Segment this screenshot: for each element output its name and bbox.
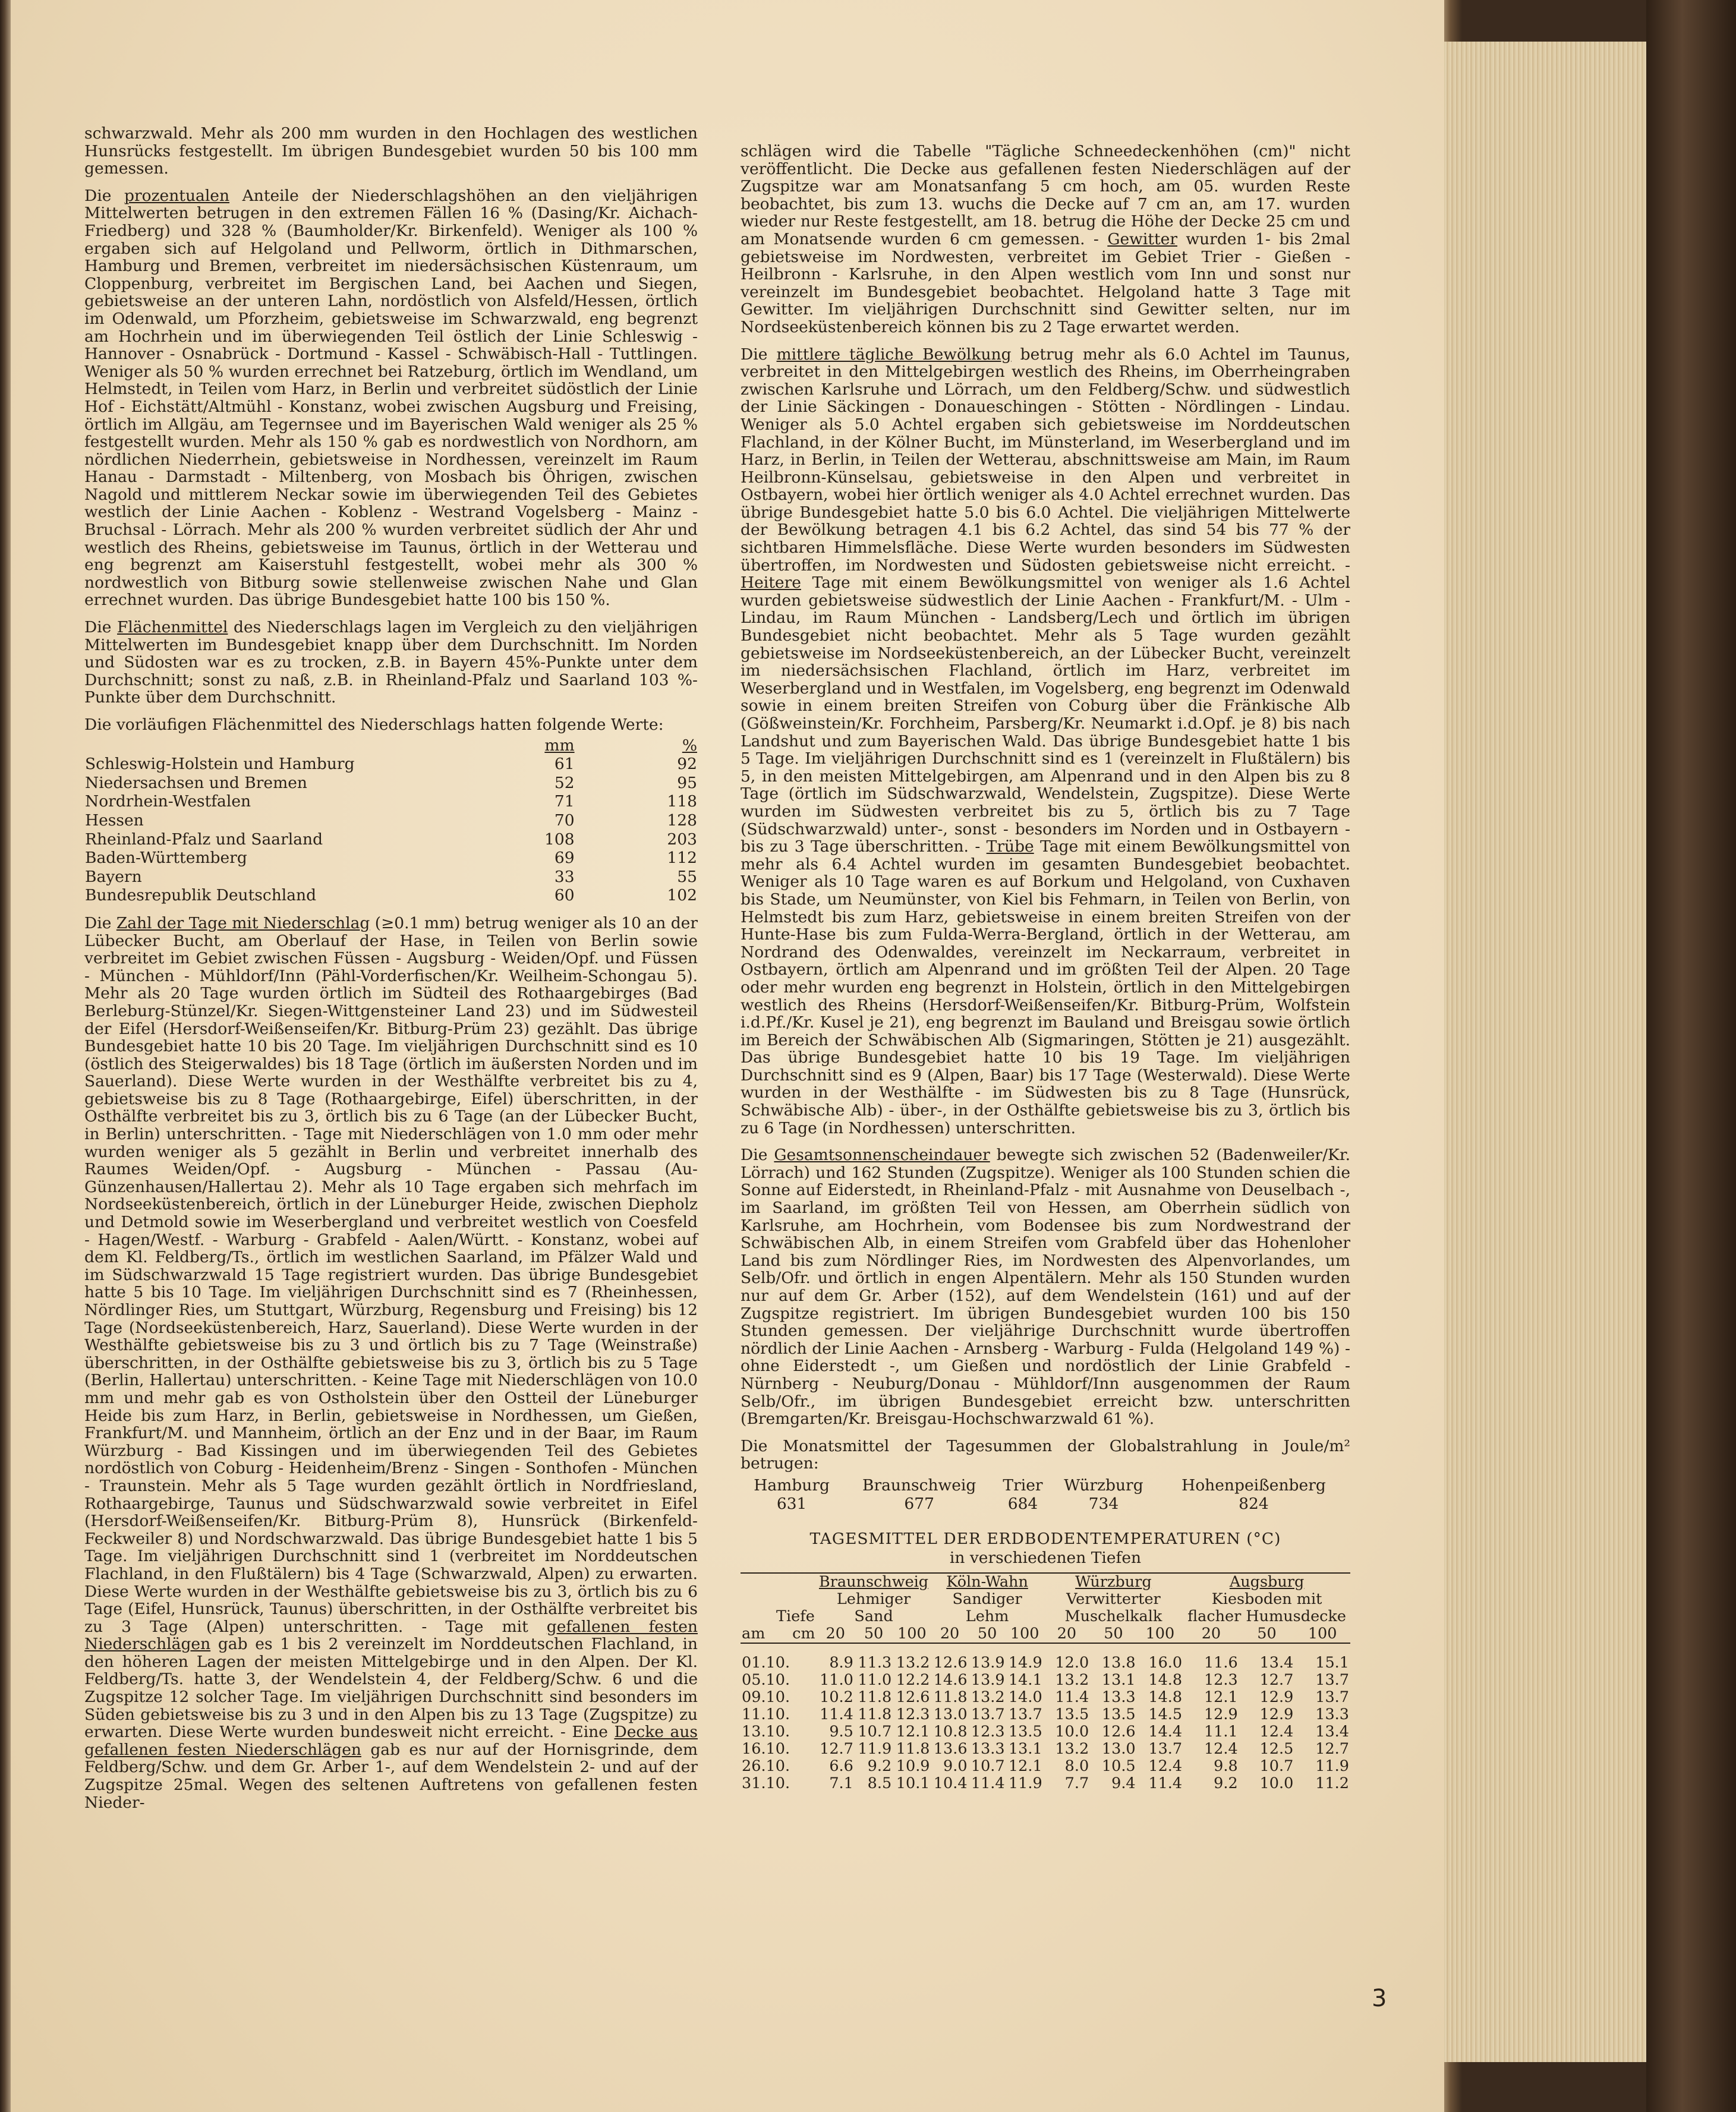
term-gewitter: Gewitter: [1107, 229, 1177, 248]
temperature-cell: 13.7: [1315, 1688, 1349, 1706]
term-zahl-der-tage: Zahl der Tage mit Niederschlag: [116, 913, 370, 932]
soil-temperature-rows: [741, 1643, 1350, 1792]
temperature-cell: 11.0: [820, 1670, 853, 1689]
date-cell: 13.10.: [742, 1722, 790, 1741]
temperature-cell: 8.5: [867, 1774, 892, 1792]
temperature-cell: 13.3: [1315, 1705, 1349, 1723]
temperature-cell: 13.9: [971, 1670, 1005, 1689]
paragraph-sonnenschein: Die Gesamtsonnenscheindauer bewegte sich zwischen 52 (Badenweiler/Kr. Lörrach) und 162 Stunden (Zugspitze). Weniger als 100 Stunden schien die Sonne auf Eiderstedt, in Rheinland-Pfalz - mit Ausnahme von Deuselbach -, im Saarland, im größten Teil von Hessen, am Oberrhein südlich von Karlsruhe, am Hochrhein, vom Bodensee bis zum Nordwestrand der Schwäbischen Alb, in einem Streifen vom Grabfeld über das Hohenloher Land bis zum Nördlinger Ries, im Nordwesten des Alpenvorlandes, um Selb/Ofr. und örtlich in engen Alpentälern. Mehr als 150 Stunden wurden nur auf dem Gr. Arber (152), auf dem Wendelstein (161) und auf der Zugspitze registriert. Im übrigen Bundesgebiet wurden 100 bis 150 Stunden gemessen. Der vieljährige Durchschnitt wurde übertroffen nördlich der Linie Aachen - Arnsberg - Warburg - Fulda (Helgoland 149 %) - ohne Eiderstedt -, um Gießen und nordöstlich der Linie Grabfeld - Nürnberg - Neuburg/Donau - Mühldorf/Inn ausgenommen der Raum Selb/Ofr., im übrigen Bundesgebiet erreicht bzw. unterschritten (Bremgarten/Kr. Breisgau-Hochschwarzwald 61 %).: [741, 1146, 1350, 1429]
temperature-cell: 13.8: [1101, 1653, 1136, 1672]
temperature-cell: 7.1: [829, 1774, 853, 1792]
temperature-cell: 14.8: [1148, 1688, 1183, 1706]
date-cell: 11.10.: [742, 1705, 790, 1723]
paragraph-vorlaeufige-werte: Die vorläufigen Flächenmittel des Niederschlags hatten folgende Werte:: [84, 715, 664, 734]
table-row: Schleswig-Holstein und Hamburg 61 92: [85, 755, 697, 774]
temperature-cell: 13.5: [1008, 1722, 1042, 1741]
table-row: [741, 1672, 1350, 1689]
table-row: [741, 1643, 1350, 1672]
date-cell: 31.10.: [742, 1774, 790, 1792]
paragraph-schneedecke-gewitter: schlägen wird die Tabelle "Tägliche Schneedeckenhöhen (cm)" nicht veröffentlicht. Die Decke aus gefallenen festen Niederschlägen auf der Zugspitze war am Monatsanfang 5 cm hoch, am 05. wurden Reste beobachtet, bis zum 13. wuchs die Decke auf 7 cm an, am 17. wurden wieder nur Reste festgestellt, am 18. betrug die Höhe der Decke 25 cm und am Monatsende wurden 6 cm gemessen. - Gewitter wurden 1- bis 2mal gebietsweise im Nordwesten, verbreitet im Gebiet Trier - Gießen - Heilbronn - Karlsruhe, in den Alpen westlich vom Inn und sonst nur vereinzelt im Bundesgebiet beobachtet. Helgoland hatte 3 Tage mit Gewitter. Im vieljährigen Durchschnitt sind Gewitter selten, nur im Nordseeküstenbereich können bis zu 2 Tage erwartet werden.: [741, 142, 1350, 336]
temperature-cell: 13.2: [1055, 1739, 1089, 1758]
page-edges: [1444, 42, 1650, 2062]
temperature-cell: 12.9: [1203, 1705, 1238, 1723]
depth-header-row: am cm 20 50 100 20 50 100 20 50 100 20 50 100: [741, 1625, 1350, 1643]
table-row: [741, 1758, 1350, 1775]
term-truebe: Trübe: [986, 837, 1034, 856]
temperature-cell: 10.1: [896, 1774, 930, 1792]
temperature-cell: 11.6: [1203, 1653, 1238, 1672]
temperature-cell: 9.8: [1214, 1757, 1238, 1775]
right-column: [741, 143, 1350, 1792]
date-cell: 01.10.: [742, 1653, 790, 1672]
table-row: [741, 1706, 1350, 1723]
station-koeln-wahn: Köln-Wahn: [946, 1572, 1028, 1591]
temperature-cell: 13.5: [1055, 1705, 1089, 1723]
table-row: 631 677 684 734 824: [776, 1494, 1269, 1513]
temperature-cell: 10.0: [1055, 1722, 1089, 1741]
temperature-cell: 12.3: [1203, 1670, 1238, 1689]
temperature-cell: 14.5: [1148, 1705, 1183, 1723]
temperature-cell: 11.4: [820, 1705, 853, 1723]
temperature-cell: 12.7: [1315, 1739, 1349, 1758]
table-row: Hessen 70 128: [85, 811, 697, 830]
temperature-cell: 13.2: [1055, 1670, 1089, 1689]
temperature-cell: 13.9: [971, 1653, 1005, 1672]
temperature-cell: 10.7: [858, 1722, 892, 1741]
temperature-cell: 8.9: [829, 1653, 853, 1672]
temperature-cell: 12.3: [896, 1705, 930, 1723]
term-prozentualen: prozentualen: [124, 186, 230, 205]
temperature-cell: 11.4: [1055, 1688, 1089, 1706]
paragraph-hochlagen: schwarzwald. Mehr als 200 mm wurden in den Hochlagen des westlichen Hunsrücks festgestellt. Im übrigen Bundesgebiet wurden 50 bis 100 mm gemessen.: [84, 124, 698, 178]
date-cell: 05.10.: [742, 1670, 790, 1689]
date-cell: 09.10.: [742, 1688, 790, 1706]
table-row: Rheinland-Pfalz und Saarland 108 203: [85, 830, 697, 849]
temperature-cell: 11.0: [858, 1670, 892, 1689]
soil-temperature-table: [741, 1572, 1350, 1792]
table-row: [741, 1723, 1350, 1741]
temperature-cell: 11.8: [933, 1688, 968, 1706]
temperature-cell: 11.2: [1315, 1774, 1349, 1792]
temperature-cell: 10.0: [1259, 1774, 1294, 1792]
paragraph-prozentuale-anteile: Die prozentualen Anteile der Niederschlagshöhen an den vieljährigen Mittelwerten betrugen in den extremen Fällen 16 % (Dasing/Kr. Aichach-Friedberg) und 328 % (Baumholder/Kr. Birkenfeld). Weniger als 100 % ergaben sich auf Helgoland und Pellworm, örtlich in Dithmarschen, Hamburg und Bremen, verbreitet im niedersächsischen Küstenraum, um Cloppenburg, verbreitet im Bergischen Land, bei Aachen und Siegen, gebietsweise an der unteren Lahn, nordöstlich von Alsfeld/Hessen, örtlich im Odenwald, um Pforzheim, gebietsweise im Schwarzwald, eng begrenzt am Hochrhein und im überwiegenden Teil östlich der Linie Schleswig - Hannover - Osnabrück - Dortmund - Kassel - Schwäbisch-Hall - Tuttlingen. Weniger als 50 % wurden errechnet bei Ratzeburg, örtlich im Wendland, um Helmstedt, in Teilen vom Harz, in Berlin und verbreitet südöstlich der Linie Hof - Eichstätt/Altmühl - Konstanz, wobei zwischen Augsburg und Freising, örtlich im Allgäu, am Tegernsee und im Bayerischen Wald weniger als 25 % festgestellt wurden. Mehr als 150 % gab es nordwestlich von Nordhorn, am nördlichen Niederrhein, gebietsweise in Nordhessen, vereinzelt im Raum Hanau - Darmstadt - Miltenberg, von Mosbach bis Öhrigen, zwischen Nagold und mittlerem Neckar sowie im überwiegenden Teil des Gebietes westlich der Linie Aachen - Koblenz - Westrand Vogelsberg - Mainz - Bruchsal - Lörrach. Mehr als 200 % wurden verbreitet südlich der Ahr und westlich des Rheins, gebietsweise im Taunus, örtlich in der Wetterau und eng begrenzt am Kaiserstuhl festgestellt, wobei mehr als 300 % nordwestlich von Bitburg sowie stellenweise zwischen Nahe und Glan errechnet wurden. Das übrige Bundesgebiet hatte 100 bis 150 %.: [84, 186, 698, 610]
temperature-cell: 11.4: [971, 1774, 1005, 1792]
term-gesamtsonnenscheindauer: Gesamtsonnenscheindauer: [774, 1146, 990, 1165]
temperature-cell: 13.6: [933, 1739, 968, 1758]
temperature-cell: 9.2: [867, 1757, 892, 1775]
page-number: 3: [1372, 1985, 1387, 2012]
temperature-cell: 14.6: [933, 1670, 968, 1689]
paragraph-niederschlagstage: Die Zahl der Tage mit Niederschlag (≥0.1 mm) betrug weniger als 10 an der Lübecker Bucht, am Oberlauf der Hase, in Teilen von Berlin sowie verbreitet im Gebiet zwischen Füssen - Augsburg - Weiden/Opf. und Füssen - München - Mühldorf/Inn (Pähl-Vorderfischen/Kr. Weilheim-Schongau 5). Mehr als 20 Tage wurden örtlich im Südteil des Rothaargebirges (Bad Berleburg-Stünzel/Kr. Siegen-Wittgensteiner Land 23) und im Südwesteil der Eifel (Hersdorf-Weißenseifen/Kr. Bitburg-Prüm 23) gezählt. Das übrige Bundesgebiet hatte 10 bis 20 Tage. Im vieljährigen Durchschnitt sind es 10 (östlich des Steigerwaldes) bis 18 Tage (örtlich im äußersten Norden und im Sauerland). Diese Werte wurden in der Westhälfte verbreitet bis zu 4, gebietsweise bis zu 8 Tage (Rothaargebirge, Eifel) überschritten, in der Osthälfte verbreitet bis zu 3, örtlich bis zu 6 Tage (an der Lübecker Bucht, in Berlin) unterschritten. - Tage mit Niederschlägen von 1.0 mm oder mehr wurden weniger als 5 gezählt in Berlin und verbreitet innerhalb des Raumes Weiden/Opf. - Augsburg - München - Passau (Au-Günzenhausen/Hallertau 2). Mehr als 10 Tage ergaben sich mehrfach im Nordseeküstenbereich, örtlich in der Lüneburger Heide, zwischen Diepholz und Detmold sowie im Weserbergland und verbreitet westlich von Coesfeld - Hagen/Westf. - Warburg - Grabfeld - Aalen/Württ. - Konstanz, wobei auf dem Kl. Feldberg/Ts., örtlich im westlichen Saarland, im Pfälzer Wald und im Südschwarzwald 15 Tage registriert wurden. Das übrige Bundesgebiet hatte 5 bis 10 Tage. Im vieljährigen Durchschnitt sind es 7 (Rheinhessen, Nördlinger Ries, um Stuttgart, Würzburg, Regensburg und Freising) bis 12 Tage (Nordseeküstenbereich, Harz, Sauerland). Diese Werte wurden in der Westhälfte gebietsweise bis zu 3 und örtlich bis zu 7 Tage (Weinstraße) überschritten, in der Osthälfte gebietsweise bis zu 3, örtlich bis zu 5 Tage (Berlin, Hallertau) unterschritten. - Keine Tage mit Niederschlägen von 10.0 mm und mehr gab es von Ostholstein über den Ostteil der Lüneburger Heide bis zum Harz, in Berlin, gebietsweise in Nordhessen, um Gießen, Frankfurt/M. und Mannheim, örtlich an der Enz und in der Baar, im Raum Würzburg - Bad Kissingen und im überwiegenden Teil des Gebietes nordöstlich von Coburg - Heidenheim/Brenz - Singen - Sonthofen - München - Traunstein. Mehr als 5 Tage wurden gezählt örtlich in Nordfriesland, Rothaargebirge, Taunus und Südschwarzwald sowie verbreitet in Eifel (Hersdorf-Weißenseifen/Kr. Bitburg-Prüm 8), Hunsrück (Birkenfeld-Feckweiler 8) und Nordschwarzwald. Das übrige Bundesgebiet hatte 1 bis 5 Tage. Im vieljährigen Durchschnitt sind 1 (verbreitet im Norddeutschen Flachland, in den Flußtälern) bis 4 Tage (Schwarzwald, Alpen) zu erwarten. Diese Werte wurden in der Westhälfte gebietsweise bis zu 3, örtlich bis zu 6 Tage (Eifel, Hunsrück, Taunus) überschritten, in der Osthälfte verbreitet bis zu 3 Tage (Alpen) unterschritten. - Tage mit gefallenen festen Niederschlägen gab es 1 bis 2 vereinzelt im Norddeutschen Flachland, in den höheren Lagen der meisten Mittelgebirge und in den Alpen. Der Kl. Feldberg/Ts. hatte 3, der Wendelstein 4, der Feldberg/Schw. 6 und die Zugspitze 12 solcher Tage. Im vieljährigen Durchschnitt sind besonders im Süden gebietsweise bis zu 3 und in den Alpen bis zu 13 Tage (Zugspitze) zu erwarten. Diese Werte wurden bundesweit nicht erreicht. - Eine Decke aus gefallenen festen Niederschlägen gab es nur auf der Hornisgrinde, dem Feldberg/Schw. und dem Gr. Arber 1-, auf dem Wendelstein 2- und auf der Zugspitze 25mal. Wegen des seltenen Auftretens von gefallenen festen Nieder-: [84, 913, 698, 1812]
global-radiation-table: [741, 1476, 1350, 1513]
temperature-cell: 13.7: [1008, 1705, 1042, 1723]
temperature-cell: 14.1: [1008, 1670, 1042, 1689]
temperature-cell: 10.4: [933, 1774, 968, 1792]
temperature-cell: 12.3: [971, 1722, 1005, 1741]
table-row: Hamburg Braunschweig Trier Würzburg Hohenpeißenberg: [754, 1476, 1326, 1495]
temperature-cell: 12.1: [896, 1722, 930, 1741]
paragraph-bewoelkung: Die mittlere tägliche Bewölkung betrug mehr als 6.0 Achtel im Taunus, verbreitet in den Mittelgebirgen westlich des Rheins, im Oberrheingraben zwischen Karlsruhe und Lörrach, um den Feldberg/Schw. und südwestlich der Linie Säckingen - Donaueschingen - Stötten - Nördlingen - Lindau. Weniger als 5.0 Achtel ergaben sich gebietsweise im Norddeutschen Flachland, in der Kölner Bucht, im Münsterland, im Weserbergland und im Harz, in Berlin, in Teilen der Wetterau, abschnittsweise am Main, im Raum Heilbronn-Künselsau, gebietsweise in den Alpen und verbreitet in Ostbayern, wobei hier örtlich weniger als 4.0 Achtel errechnet wurden. Das übrige Bundesgebiet hatte 5.0 bis 6.0 Achtel. Die vieljährigen Mittelwerte der Bewölkung betragen 4.1 bis 6.2 Achtel, das sind 54 bis 77 % der sichtbaren Himmelsfläche. Diese Werte wurden besonders im Südwesten übertroffen, im Nordwesten und Südosten gebietsweise nicht erreicht. - Heitere Tage mit einem Bewölkungsmittel von weniger als 1.6 Achtel wurden gebietsweise südwestlich der Linie Aachen - Frankfurt/M. - Ulm - Lindau, im Raum München - Landsberg/Lech und örtlich im übrigen Bundesgebiet nicht beobachtet. Mehr als 5 Tage wurden gezählt gebietsweise im Nordseeküstenbereich, an der Lübecker Bucht, vereinzelt im niedersächsischen Flachland, örtlich im Harz, verbreitet im Weserbergland und in Westfalen, im Vogelsberg, eng begrenzt im Odenwald sowie in einem breiten Streifen von Coburg über die Fränkische Alb (Gößweinstein/Kr. Forchheim, Parsberg/Kr. Neumarkt i.d.Opf. je 8) bis nach Landshut und zum Bayerischen Wald. Das übrige Bundesgebiet hatte 1 bis 5 Tage. Im vieljährigen Durchschnitt sind es 1 (vereinzelt in Flußtälern) bis 5, in den meisten Mittelgebirgen, am Alpenrand und in den Alpen bis zu 8 Tage (örtlich im Südschwarzwald, Wendelstein, Zugspitze). Diese Werte wurden im Südwesten verbreitet bis zu 5, örtlich bis zu 7 Tage (Südschwarzwald) unter-, sonst - besonders im Norden und in Ostbayern - bis zu 3 Tage überschritten. - Trübe Tage mit einem Bewölkungsmittel von mehr als 6.4 Achtel wurden im gesamten Bundesgebiet beobachtet. Weniger als 10 Tage waren es auf Borkum und Helgoland, von Cuxhaven bis Stade, um Neumünster, von Kiel bis Fehmarn, in Teilen von Berlin, von Helmstedt bis zum Harz, gebietsweise in einem breiten Streifen von der Hunte-Hase bis zum Fulda-Werra-Bergland, örtlich in der Wetterau, am Nordrand des Odenwaldes, vereinzelt im Neckarraum, verbreitet in Ostbayern, örtlich am Alpenrand und im größten Teil der Alpen. 20 Tage oder mehr wurden eng begrenzt in Holstein, örtlich in den Mittelgebirgen westlich des Rheins (Hersdorf-Weißenseifen/Kr. Bitburg-Prüm, Wolfstein i.d.Pf./Kr. Kusel je 21), eng begrenzt im Bauland und Breisgau sowie örtlich im Bereich der Schwäbischen Alb (Sigmaringen, Stötten je 21) ausgezählt. Das übrige Bundesgebiet hatte 10 bis 19 Tage. Im vieljährigen Durchschnitt sind es 9 (Alpen, Baar) bis 17 Tage (Westerwald). Diese Werte wurden in der Westhälfte - im Südwesten bis zu 8 Tage (Hunsrück, Schwäbische Alb) - über-, in der Osthälfte gebietsweise bis zu 3, örtlich bis zu 6 Tage (in Nordhessen) unterschritten.: [741, 345, 1351, 1137]
temperature-cell: 12.5: [1259, 1739, 1294, 1758]
temperature-cell: 14.9: [1008, 1653, 1042, 1672]
temperature-cell: 10.7: [1259, 1757, 1294, 1775]
temperature-cell: 13.7: [1315, 1670, 1349, 1689]
temperature-cell: 13.3: [1101, 1688, 1136, 1706]
temperature-cell: 14.4: [1148, 1722, 1183, 1741]
table-row: [741, 1775, 1350, 1792]
temperature-cell: 11.9: [858, 1739, 892, 1758]
temperature-cell: 13.2: [896, 1653, 930, 1672]
temperature-cell: 9.4: [1111, 1774, 1136, 1792]
temperature-cell: 13.3: [971, 1739, 1005, 1758]
soil-table-subtitle: in verschiedenen Tiefen: [949, 1548, 1142, 1567]
temperature-cell: 13.5: [1101, 1705, 1136, 1723]
table-row: Baden-Württemberg 69 112: [85, 849, 697, 868]
temperature-cell: 12.6: [896, 1688, 930, 1706]
book-cover: [1646, 0, 1736, 2112]
book-page: [11, 0, 1444, 2112]
date-cell: 26.10.: [742, 1757, 790, 1775]
term-feste-niederschlaege: gefallenen festen Niederschlägen: [84, 1617, 698, 1654]
precipitation-area-table: [84, 736, 698, 905]
temperature-cell: 11.8: [896, 1739, 930, 1758]
table-row: [741, 1689, 1350, 1706]
temperature-cell: 12.1: [1008, 1757, 1042, 1775]
date-cell: 16.10.: [742, 1739, 790, 1758]
temperature-cell: 15.1: [1315, 1653, 1349, 1672]
temperature-cell: 13.0: [933, 1705, 968, 1723]
soil-type-row: Tiefe Lehmiger Sand Sandiger Lehm Verwitterter Muschelkalk Kiesboden mit flacher Humusdecke: [741, 1591, 1350, 1625]
term-heitere: Heitere: [741, 573, 801, 592]
temperature-cell: 13.7: [971, 1705, 1005, 1723]
depth-label: Tiefe: [776, 1607, 815, 1625]
term-decke: Decke aus gefallenen festen Niederschlägen: [84, 1723, 698, 1759]
table-row: Niedersachsen und Bremen 52 95: [85, 773, 697, 792]
table-row: [741, 1741, 1350, 1758]
temperature-cell: 11.8: [858, 1688, 892, 1706]
station-augsburg: Augsburg: [1229, 1572, 1305, 1591]
temperature-cell: 12.2: [896, 1670, 930, 1689]
header-mm: mm: [544, 736, 575, 755]
temperature-cell: 11.9: [1008, 1774, 1042, 1792]
temperature-cell: 11.8: [858, 1705, 892, 1723]
temperature-cell: 13.0: [1101, 1739, 1136, 1758]
temperature-cell: 7.7: [1064, 1774, 1089, 1792]
station-header-row: [741, 1573, 1350, 1591]
temperature-cell: 10.2: [820, 1688, 853, 1706]
temperature-cell: 11.4: [1148, 1774, 1183, 1792]
soil-table-title: TAGESMITTEL DER ERDBODENTEMPERATUREN (°C): [809, 1529, 1281, 1548]
temperature-cell: 12.4: [1203, 1739, 1238, 1758]
temperature-cell: 16.0: [1148, 1653, 1183, 1672]
temperature-cell: 10.9: [896, 1757, 930, 1775]
table-row: Nordrhein-Westfalen 71 118: [85, 792, 697, 811]
table-row: Bundesrepublik Deutschland 60 102: [85, 886, 697, 905]
temperature-cell: 14.0: [1008, 1688, 1042, 1706]
temperature-cell: 12.0: [1055, 1653, 1089, 1672]
temperature-cell: 12.6: [1101, 1722, 1136, 1741]
temperature-cell: 12.9: [1259, 1705, 1294, 1723]
temperature-cell: 11.1: [1203, 1722, 1238, 1741]
temperature-cell: 14.8: [1148, 1670, 1183, 1689]
temperature-cell: 13.7: [1148, 1739, 1183, 1758]
left-column: [84, 125, 698, 1821]
temperature-cell: 10.5: [1101, 1757, 1136, 1775]
temperature-cell: 11.9: [1315, 1757, 1349, 1775]
temperature-cell: 6.6: [829, 1757, 853, 1775]
paragraph-globalstrahlung: Die Monatsmittel der Tagesummen der Globalstrahlung in Joule/m² betrugen:: [741, 1436, 1350, 1473]
table-row: Bayern 33 55: [85, 867, 697, 886]
term-mittlere-bewoelkung: mittlere tägliche Bewölkung: [776, 345, 1012, 364]
temperature-cell: 12.4: [1259, 1722, 1294, 1741]
temperature-cell: 13.4: [1315, 1722, 1349, 1741]
temperature-cell: 13.1: [1008, 1739, 1042, 1758]
temperature-cell: 8.0: [1064, 1757, 1089, 1775]
temperature-cell: 10.8: [933, 1722, 968, 1741]
temperature-cell: 11.3: [858, 1653, 892, 1672]
temperature-cell: 13.1: [1101, 1670, 1136, 1689]
term-flaechenmittel: Flächenmittel: [117, 618, 228, 637]
temperature-cell: 12.6: [933, 1653, 968, 1672]
area-table-header: [84, 736, 698, 755]
temperature-cell: 10.7: [971, 1757, 1005, 1775]
temperature-cell: 9.2: [1214, 1774, 1238, 1792]
paragraph-flaechenmittel: Die Flächenmittel des Niederschlags lagen im Vergleich zu den vieljährigen Mittelwerten im Bundesgebiet knapp über dem Durchschnitt. Im Norden und Südosten war es zu trocken, z.B. in Bayern 45%-Punkte unter dem Durchschnitt; sonst zu naß, z.B. in Rheinland-Pfalz und Saarland 103 %-Punkte über dem Durchschnitt.: [84, 618, 698, 707]
temperature-cell: 13.2: [971, 1688, 1005, 1706]
temperature-cell: 12.9: [1259, 1688, 1294, 1706]
temperature-cell: 9.5: [829, 1722, 853, 1741]
station-braunschweig: Braunschweig: [818, 1572, 929, 1591]
temperature-cell: 13.4: [1259, 1653, 1294, 1672]
header-pct: %: [682, 736, 697, 755]
temperature-cell: 12.7: [820, 1739, 853, 1758]
temperature-cell: 12.7: [1259, 1670, 1294, 1689]
temperature-cell: 12.4: [1148, 1757, 1183, 1775]
temperature-cell: 9.0: [943, 1757, 968, 1775]
station-wuerzburg: Würzburg: [1075, 1572, 1152, 1591]
temperature-cell: 12.1: [1203, 1688, 1238, 1706]
